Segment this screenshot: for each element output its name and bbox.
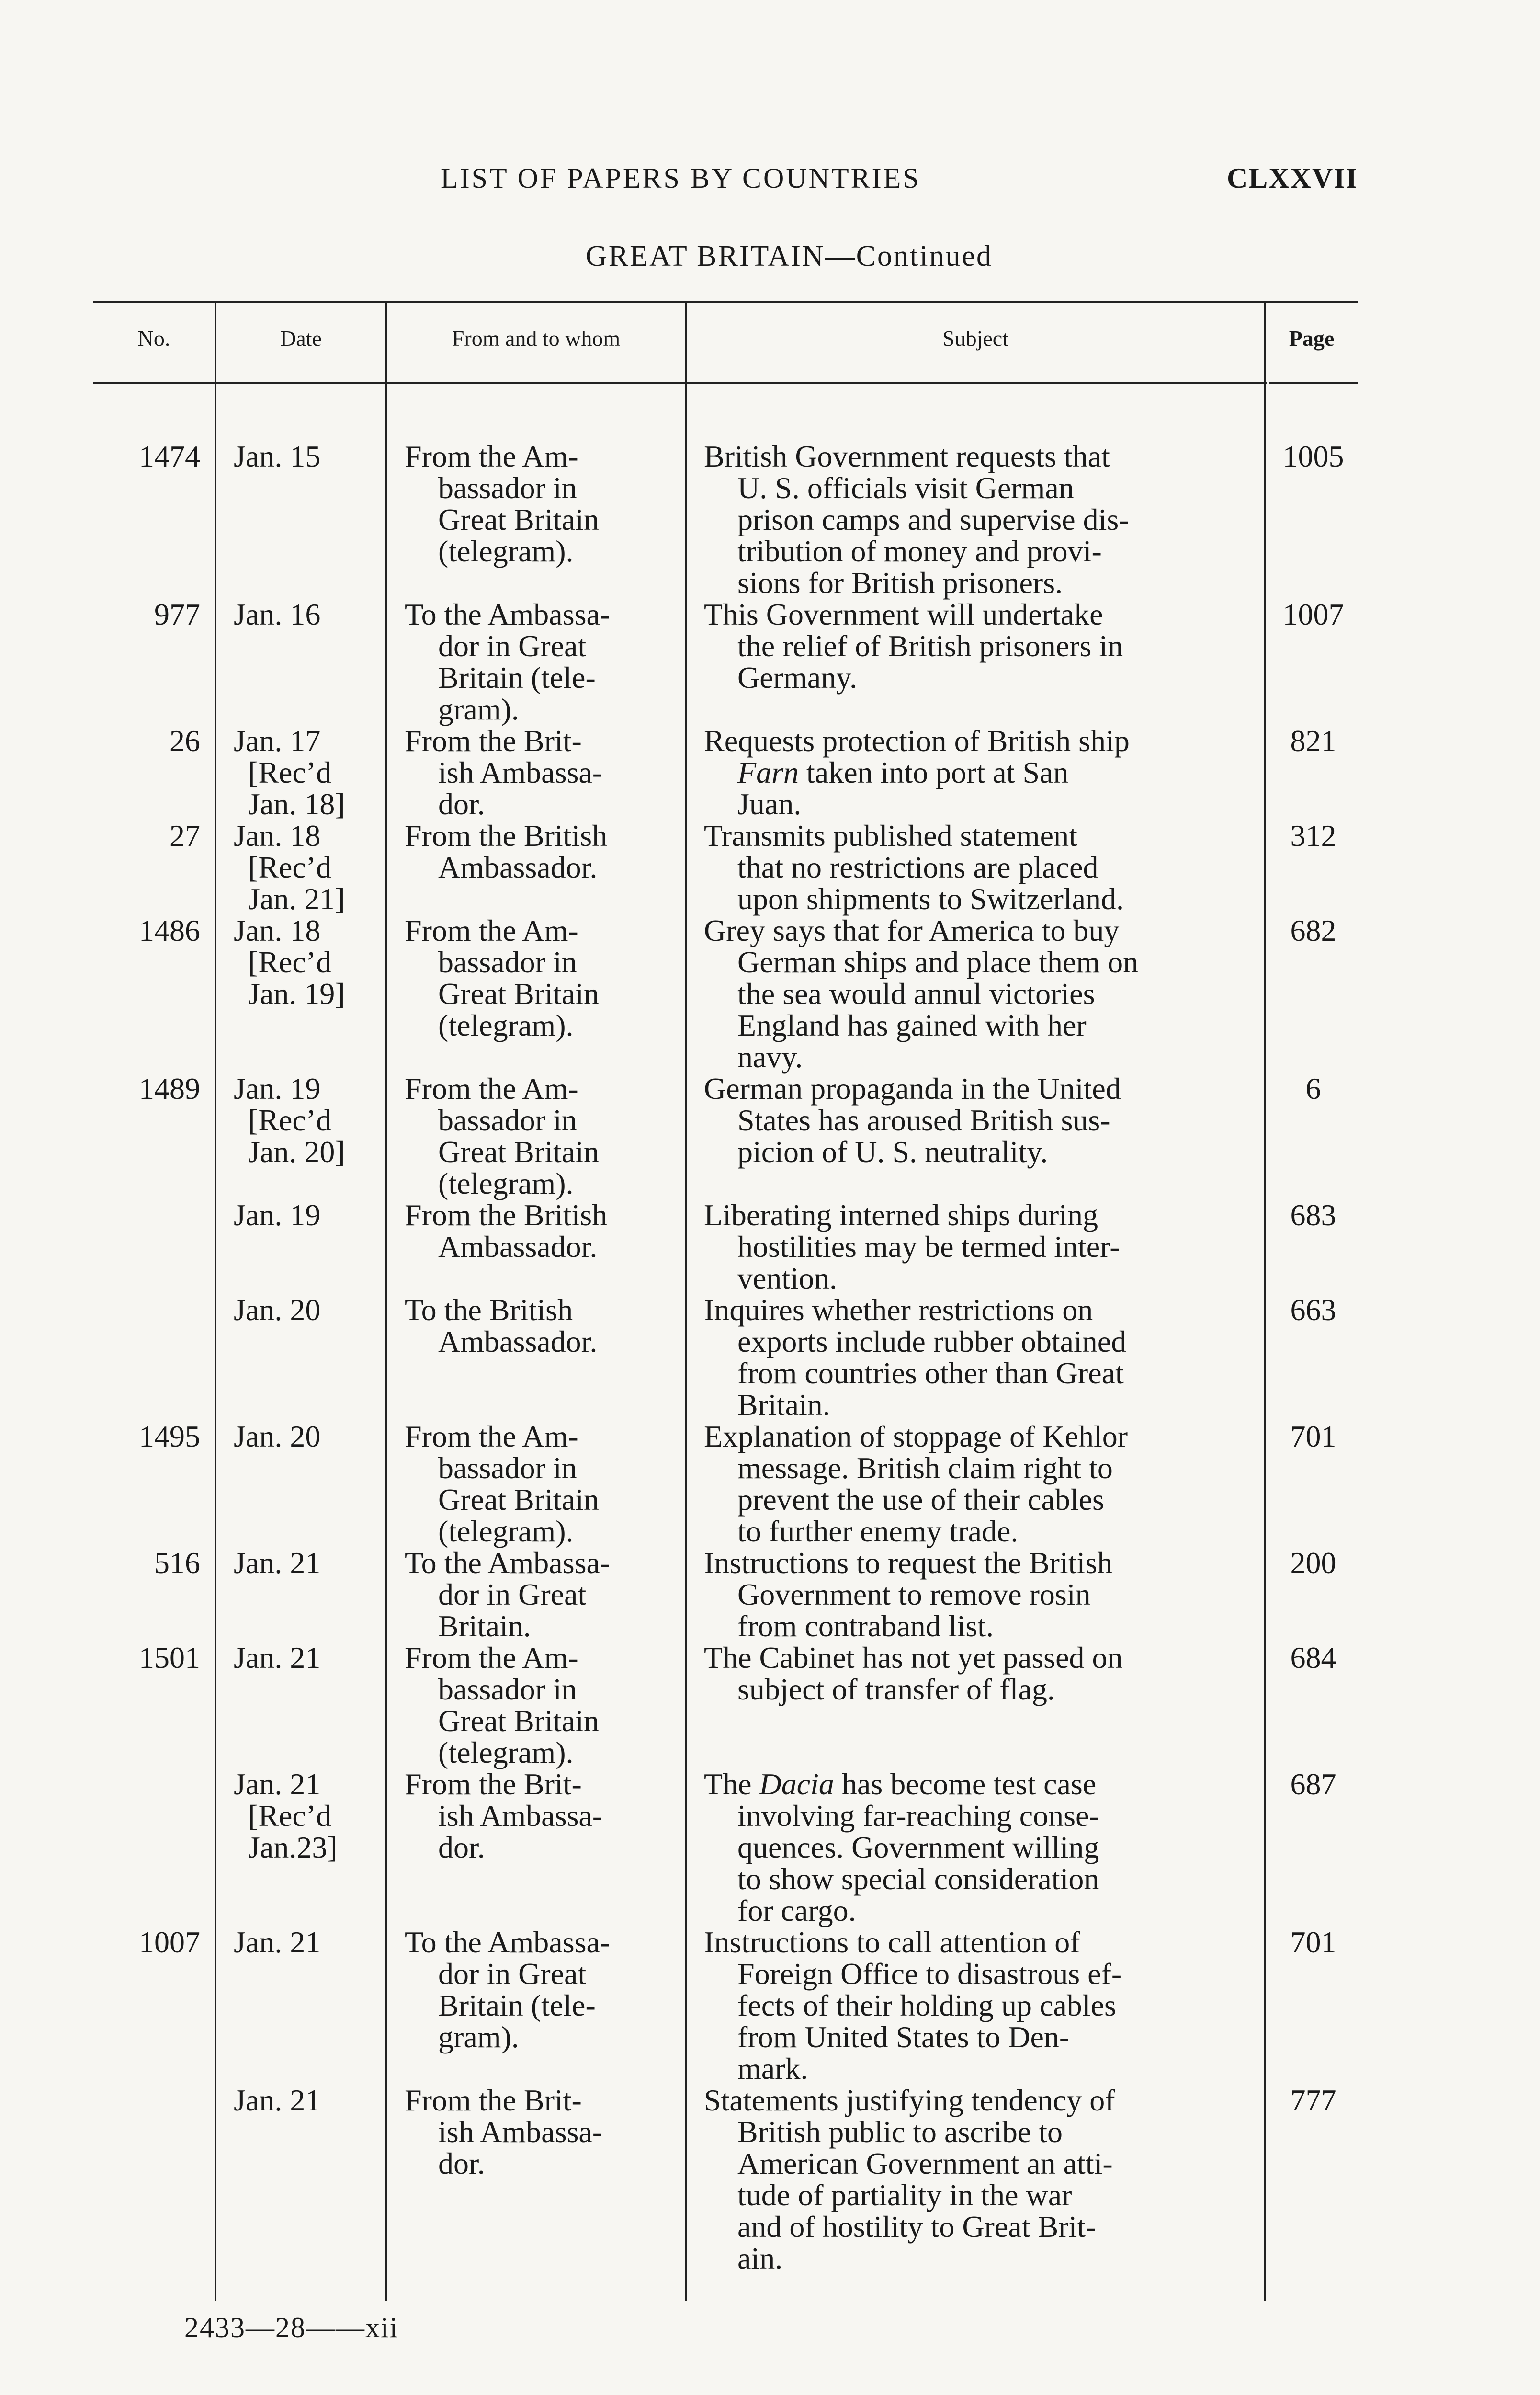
subject-line: from United States to Den- <box>737 2020 1070 2054</box>
from-to-whom <box>385 2085 685 2274</box>
subject-line: sions for British prisoners. <box>737 566 1063 600</box>
from-to-line: From the Brit- <box>405 1767 582 1801</box>
paper-number <box>93 1294 215 1421</box>
subject-line: British Government requests that <box>704 439 1110 473</box>
from-to-line: From the British <box>405 819 608 853</box>
subject-line: Explanation of stoppage of Kehlor <box>704 1419 1128 1453</box>
subject-line: tude of partiality in the war <box>737 2178 1072 2212</box>
from-to-line: (telegram). <box>438 1735 574 1769</box>
from-to-whom <box>385 725 685 820</box>
table-row <box>93 1547 1358 1642</box>
date-received: Jan. 19] <box>248 977 345 1011</box>
subject-line: prison camps and supervise dis- <box>737 502 1129 536</box>
date-sent: Jan. 15 <box>234 439 321 473</box>
from-to-line: Ambassador. <box>438 850 598 884</box>
from-to-line: dor in Great <box>438 629 587 663</box>
paper-date <box>215 1294 385 1421</box>
subject-line: The Cabinet has not yet passed on <box>704 1641 1123 1675</box>
table-row <box>93 1927 1358 2085</box>
subject-line: quences. Government willing <box>737 1830 1099 1864</box>
paper-number: 1007 <box>139 1925 200 1959</box>
date-sent: Jan. 18 <box>234 913 321 947</box>
page-reference: 684 <box>1290 1641 1336 1675</box>
subject-line: Requests protection of British ship <box>704 724 1130 758</box>
date-sent: Jan. 21 <box>234 2083 321 2117</box>
from-to-line: ish Ambassa- <box>438 2115 603 2149</box>
page-reference: 701 <box>1290 1419 1336 1453</box>
subject-line: fects of their holding up cables <box>737 1988 1116 2022</box>
from-to-line: bassador in <box>438 945 577 979</box>
subject <box>685 1199 1264 1294</box>
subject-line: Farn taken into port at San <box>737 755 1069 789</box>
column-header-page: Page <box>1289 326 1335 351</box>
date-received: [Rec’d <box>248 1799 332 1833</box>
subject-line: to show special consideration <box>737 1862 1099 1896</box>
table-row <box>93 1294 1358 1421</box>
date-sent: Jan. 17 <box>234 724 321 758</box>
running-title: LIST OF PAPERS BY COUNTRIES <box>441 162 921 194</box>
date-sent: Jan. 16 <box>234 597 321 631</box>
paper-date <box>215 1547 385 1642</box>
from-to-whom <box>385 820 685 915</box>
paper-date <box>215 1642 385 1768</box>
from-to-line: Great Britain <box>438 1483 599 1517</box>
from-to-whom <box>385 1421 685 1547</box>
subject-line: message. British claim right to <box>737 1451 1113 1485</box>
from-to-line: bassador in <box>438 1451 577 1485</box>
subject-line: picion of U. S. neutrality. <box>737 1135 1048 1169</box>
from-to-line: bassador in <box>438 471 577 505</box>
subject-line: hostilities may be termed inter- <box>737 1230 1120 1264</box>
page-reference: 821 <box>1290 724 1336 758</box>
subject-line: Britain. <box>737 1388 830 1422</box>
subject-line: involving far-reaching conse- <box>737 1799 1099 1833</box>
subject <box>685 1421 1264 1547</box>
subject-line: subject of transfer of flag. <box>737 1672 1055 1706</box>
table-row <box>93 725 1358 820</box>
section-title: GREAT BRITAIN—Continued <box>586 240 993 273</box>
from-to-line: (telegram). <box>438 1514 574 1548</box>
page-reference: 6 <box>1305 1072 1321 1106</box>
from-to-whom <box>385 1294 685 1421</box>
paper-date <box>215 1073 385 1199</box>
table-row <box>93 1073 1358 1199</box>
paper-number: 1489 <box>139 1072 200 1106</box>
subject-line: Foreign Office to disastrous ef- <box>737 1957 1122 1991</box>
subject <box>685 1927 1264 2085</box>
subject-line: upon shipments to Switzerland. <box>737 882 1124 916</box>
column-header-subject: Subject <box>942 326 1008 351</box>
header-separator-rule <box>93 382 1267 384</box>
subject-line: the relief of British prisoners in <box>737 629 1123 663</box>
table-row <box>93 1768 1358 1927</box>
subject <box>685 1642 1264 1768</box>
date-sent: Jan. 21 <box>234 1767 321 1801</box>
paper-number: 977 <box>154 597 200 631</box>
paper-date <box>215 1768 385 1927</box>
table-row <box>93 915 1358 1073</box>
page-reference: 312 <box>1290 819 1336 853</box>
subject-line: Government to remove rosin <box>737 1577 1091 1611</box>
from-to-line: (telegram). <box>438 534 574 568</box>
date-sent: Jan. 21 <box>234 1546 321 1580</box>
from-to-line: ish Ambassa- <box>438 755 603 789</box>
from-to-whom <box>385 1073 685 1199</box>
paper-date <box>215 820 385 915</box>
column-header-from-to: From and to whom <box>452 326 621 351</box>
paper-date <box>215 2085 385 2274</box>
subject-line: and of hostility to Great Brit- <box>737 2210 1096 2244</box>
subject-line: from countries other than Great <box>737 1356 1124 1390</box>
from-to-line: Britain (tele- <box>438 661 596 695</box>
subject <box>685 2085 1264 2274</box>
table-row <box>93 1199 1358 1294</box>
date-received: [Rec’d <box>248 850 332 884</box>
from-to-whom <box>385 599 685 725</box>
subject-line: Grey says that for America to buy <box>704 913 1120 947</box>
paper-date <box>215 1199 385 1294</box>
from-to-line: dor. <box>438 787 485 821</box>
paper-number: 1474 <box>139 439 200 473</box>
date-received: Jan. 21] <box>248 882 345 916</box>
subject-line: German ships and place them on <box>737 945 1139 979</box>
page-reference: 1007 <box>1282 597 1344 631</box>
page-reference: 777 <box>1290 2083 1336 2117</box>
table-row <box>93 1421 1358 1547</box>
from-to-line: dor. <box>438 1830 485 1864</box>
subject-line: The Dacia has become test case <box>704 1767 1097 1801</box>
subject-line: for cargo. <box>737 1893 856 1927</box>
page-reference: 663 <box>1290 1293 1336 1327</box>
from-to-line: Great Britain <box>438 977 599 1011</box>
page-reference: 1005 <box>1282 439 1344 473</box>
paper-number <box>93 1768 215 1927</box>
paper-number <box>93 1199 215 1294</box>
paper-date <box>215 1927 385 2085</box>
from-to-line: From the British <box>405 1198 608 1232</box>
column-header-date: Date <box>280 326 322 351</box>
from-to-line: From the Am- <box>405 1419 578 1453</box>
from-to-line: dor in Great <box>438 1577 587 1611</box>
date-sent: Jan. 18 <box>234 819 321 853</box>
from-to-line: Britain. <box>438 1609 531 1643</box>
from-to-line: From the Am- <box>405 1072 578 1106</box>
from-to-whom <box>385 1547 685 1642</box>
table-row <box>93 820 1358 915</box>
table-row <box>93 2085 1358 2274</box>
from-to-line: Great Britain <box>438 502 599 536</box>
paper-date <box>215 1421 385 1547</box>
subject-line: U. S. officials visit German <box>737 471 1074 505</box>
subject-line: Transmits published statement <box>704 819 1077 853</box>
subject <box>685 441 1264 599</box>
from-to-line: ish Ambassa- <box>438 1799 603 1833</box>
from-to-line: bassador in <box>438 1672 577 1706</box>
date-sent: Jan. 20 <box>234 1419 321 1453</box>
from-to-line: To the British <box>405 1293 573 1327</box>
date-sent: Jan. 20 <box>234 1293 321 1327</box>
ship-name: Farn <box>737 755 799 789</box>
subject-line: from contraband list. <box>737 1609 994 1643</box>
subject-line: tribution of money and provi- <box>737 534 1102 568</box>
subject-line: Juan. <box>737 787 802 821</box>
subject-line: This Government will undertake <box>704 597 1103 631</box>
subject <box>685 725 1264 820</box>
ship-name: Dacia <box>759 1767 834 1801</box>
subject-line: Statements justifying tendency of <box>704 2083 1115 2117</box>
subject <box>685 915 1264 1073</box>
date-received: [Rec’d <box>248 945 332 979</box>
date-sent: Jan. 21 <box>234 1925 321 1959</box>
page-reference: 701 <box>1290 1925 1336 1959</box>
paper-number: 27 <box>170 819 200 853</box>
paper-date <box>215 725 385 820</box>
paper-date <box>215 599 385 725</box>
paper-number: 1495 <box>139 1419 200 1453</box>
subject-line: Instructions to call attention of <box>704 1925 1080 1959</box>
from-to-whom <box>385 1768 685 1927</box>
table-row <box>93 1642 1358 1768</box>
from-to-line: Great Britain <box>438 1704 599 1738</box>
subject <box>685 1073 1264 1199</box>
date-received: [Rec’d <box>248 755 332 789</box>
paper-date <box>215 915 385 1073</box>
date-received: Jan. 18] <box>248 787 345 821</box>
table-row <box>93 441 1358 599</box>
subject-line: Instructions to request the British <box>704 1546 1113 1580</box>
from-to-line: bassador in <box>438 1103 577 1137</box>
subject-line: the sea would annul victories <box>737 977 1095 1011</box>
printer-signature: 2433—28——xii <box>184 2312 399 2343</box>
subject <box>685 820 1264 915</box>
table-top-rule <box>93 301 1358 303</box>
from-to-whom <box>385 1927 685 2085</box>
page-numeral: CLXXVII <box>1226 162 1358 194</box>
page-reference: 200 <box>1290 1546 1336 1580</box>
from-to-line: To the Ambassa- <box>405 1925 611 1959</box>
from-to-whom <box>385 1199 685 1294</box>
paper-number: 1501 <box>139 1641 200 1675</box>
subject-line: American Government an atti- <box>737 2146 1113 2180</box>
from-to-line: From the Brit- <box>405 2083 582 2117</box>
subject-line: prevent the use of their cables <box>737 1483 1104 1517</box>
subject-line: ain. <box>737 2241 783 2275</box>
paper-number <box>93 2085 215 2274</box>
subject <box>685 1294 1264 1421</box>
subject-line: German propaganda in the United <box>704 1072 1121 1106</box>
from-to-line: (telegram). <box>438 1166 574 1200</box>
paper-number: 516 <box>154 1546 200 1580</box>
date-received: [Rec’d <box>248 1103 332 1137</box>
page-reference: 682 <box>1290 913 1336 947</box>
subject-line: States has aroused British sus- <box>737 1103 1110 1137</box>
from-to-line: gram). <box>438 2020 519 2054</box>
from-to-line: To the Ambassa- <box>405 597 611 631</box>
papers-table-body <box>93 441 1358 2274</box>
page-reference: 687 <box>1290 1767 1336 1801</box>
subject-line: mark. <box>737 2052 808 2086</box>
date-sent: Jan. 19 <box>234 1072 321 1106</box>
date-sent: Jan. 21 <box>234 1641 321 1675</box>
from-to-line: Ambassador. <box>438 1324 598 1358</box>
subject-line: British public to ascribe to <box>737 2115 1063 2149</box>
from-to-line: To the Ambassa- <box>405 1546 611 1580</box>
from-to-line: Great Britain <box>438 1135 599 1169</box>
from-to-line: From the Am- <box>405 913 578 947</box>
paper-date <box>215 441 385 599</box>
from-to-line: dor. <box>438 2146 485 2180</box>
date-received: Jan.23] <box>248 1830 338 1864</box>
date-sent: Jan. 19 <box>234 1198 321 1232</box>
from-to-line: Britain (tele- <box>438 1988 596 2022</box>
subject <box>685 1768 1264 1927</box>
subject-line: Germany. <box>737 661 857 695</box>
page-reference: 683 <box>1290 1198 1336 1232</box>
from-to-line: (telegram). <box>438 1008 574 1042</box>
table-row <box>93 599 1358 725</box>
from-to-line: From the Am- <box>405 439 578 473</box>
from-to-whom <box>385 1642 685 1768</box>
header-separator-rule-page <box>1269 382 1358 384</box>
paper-number: 1486 <box>139 913 200 947</box>
subject-line: that no restrictions are placed <box>737 850 1098 884</box>
from-to-line: dor in Great <box>438 1957 587 1991</box>
subject <box>685 599 1264 725</box>
subject-line: England has gained with her <box>737 1008 1087 1042</box>
subject-line: exports include rubber obtained <box>737 1324 1127 1358</box>
column-header-no: No. <box>137 326 170 351</box>
paper-number: 26 <box>170 724 200 758</box>
subject-line: navy. <box>737 1040 803 1074</box>
subject-line: Liberating interned ships during <box>704 1198 1098 1232</box>
running-head <box>0 162 1540 200</box>
date-received: Jan. 20] <box>248 1135 345 1169</box>
from-to-line: From the Am- <box>405 1641 578 1675</box>
subject-line: Inquires whether restrictions on <box>704 1293 1093 1327</box>
subject-line: to further enemy trade. <box>737 1514 1019 1548</box>
from-to-whom <box>385 441 685 599</box>
from-to-line: gram). <box>438 692 519 726</box>
from-to-whom <box>385 915 685 1073</box>
subject-line: vention. <box>737 1261 837 1295</box>
subject <box>685 1547 1264 1642</box>
from-to-line: From the Brit- <box>405 724 582 758</box>
from-to-line: Ambassador. <box>438 1230 598 1264</box>
